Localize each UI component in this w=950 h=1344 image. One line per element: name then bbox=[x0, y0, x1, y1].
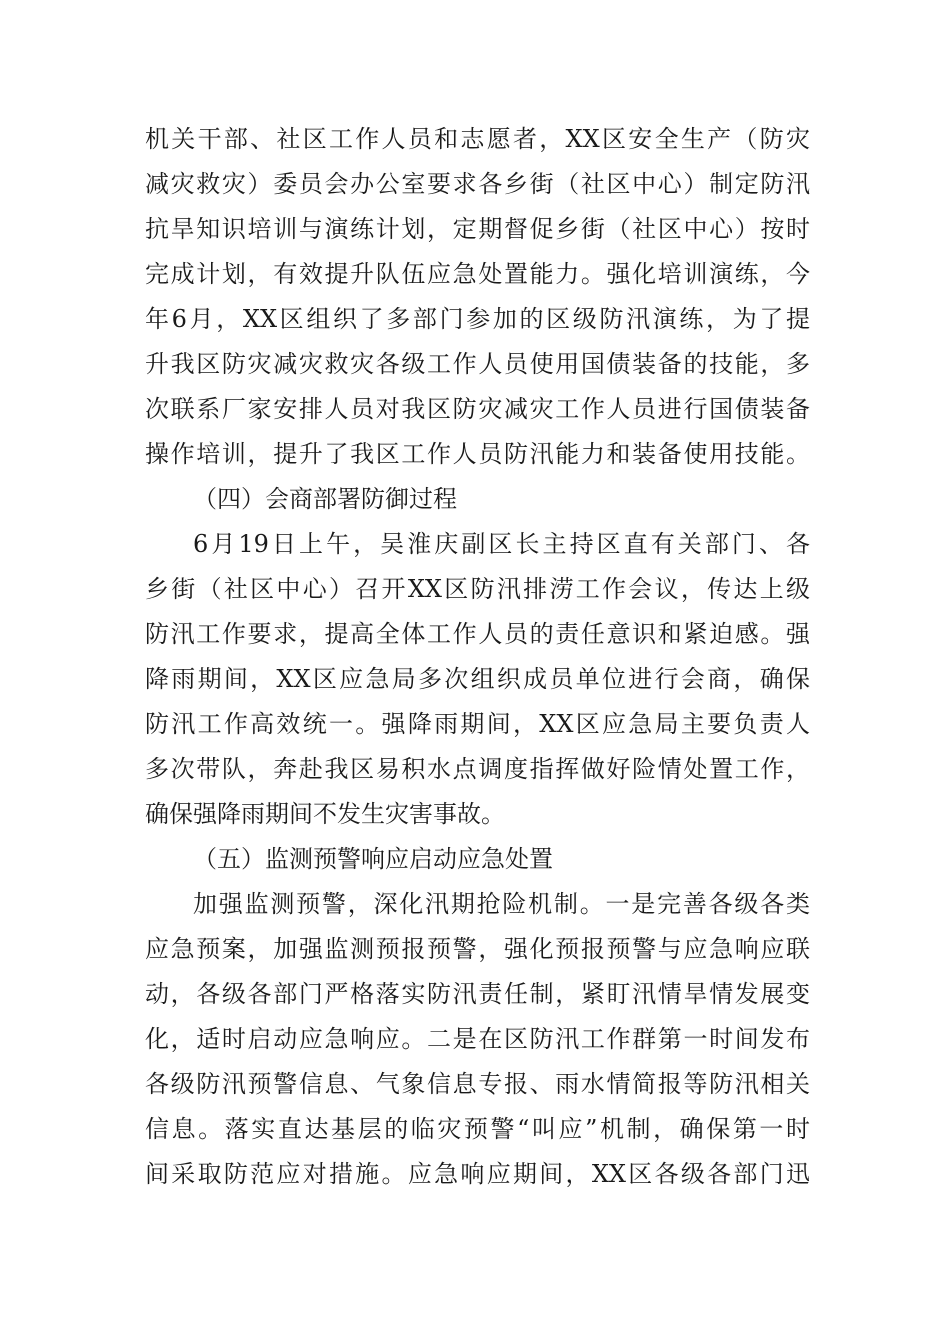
paragraph-line: 完成计划，有效提升队伍应急处置能力。强化培训演练，今 bbox=[145, 260, 810, 288]
paragraph-line: 升我区防灾减灾救灾各级工作人员使用国债装备的技能，多 bbox=[145, 350, 810, 378]
paragraph-line: 降雨期间，XX区应急局多次组织成员单位进行会商，确保 bbox=[145, 665, 810, 693]
paragraph-line: 操作培训，提升了我区工作人员防汛能力和装备使用技能。 bbox=[145, 440, 810, 468]
paragraph-line: 防汛工作要求，提高全体工作人员的责任意识和紧迫感。强 bbox=[145, 620, 810, 648]
paragraph-line: 防汛工作高效统一。强降雨期间，XX区应急局主要负责人 bbox=[145, 710, 810, 738]
paragraph-line: 次联系厂家安排人员对我区防灾减灾工作人员进行国债装备 bbox=[145, 395, 810, 423]
paragraph-line: 间采取防范应对措施。应急响应期间，XX区各级各部门迅 bbox=[145, 1160, 810, 1188]
paragraph-line: 机关干部、社区工作人员和志愿者，XX区安全生产（防灾 bbox=[145, 125, 810, 153]
section-heading-4: （四）会商部署防御过程 bbox=[193, 485, 457, 513]
paragraph-line: 年6月，XX区组织了多部门参加的区级防汛演练，为了提 bbox=[145, 305, 810, 333]
paragraph-line: 减灾救灾）委员会办公室要求各乡街（社区中心）制定防汛 bbox=[145, 170, 810, 198]
section-heading-5: （五）监测预警响应启动应急处置 bbox=[193, 845, 553, 873]
paragraph-line: 信息。落实直达基层的临灾预警“叫应”机制，确保第一时 bbox=[145, 1115, 810, 1143]
paragraph-line: 乡街（社区中心）召开XX区防汛排涝工作会议，传达上级 bbox=[145, 575, 810, 603]
paragraph-line: 加强监测预警，深化汛期抢险机制。一是完善各级各类 bbox=[193, 890, 810, 918]
paragraph-line: 化，适时启动应急响应。二是在区防汛工作群第一时间发布 bbox=[145, 1025, 810, 1053]
paragraph-line: 各级防汛预警信息、气象信息专报、雨水情简报等防汛相关 bbox=[145, 1070, 810, 1098]
paragraph-line: 应急预案，加强监测预报预警，强化预报预警与应急响应联 bbox=[145, 935, 810, 963]
paragraph-line: 6月19日上午，吴淮庆副区长主持区直有关部门、各 bbox=[193, 530, 810, 558]
paragraph-line: 多次带队，奔赴我区易积水点调度指挥做好险情处置工作， bbox=[145, 755, 810, 783]
paragraph-line: 确保强降雨期间不发生灾害事故。 bbox=[145, 800, 505, 828]
document-body bbox=[145, 117, 810, 1197]
paragraph-line: 动，各级各部门严格落实防汛责任制，紧盯汛情旱情发展变 bbox=[145, 980, 810, 1008]
paragraph-line: 抗旱知识培训与演练计划，定期督促乡街（社区中心）按时 bbox=[145, 215, 810, 243]
